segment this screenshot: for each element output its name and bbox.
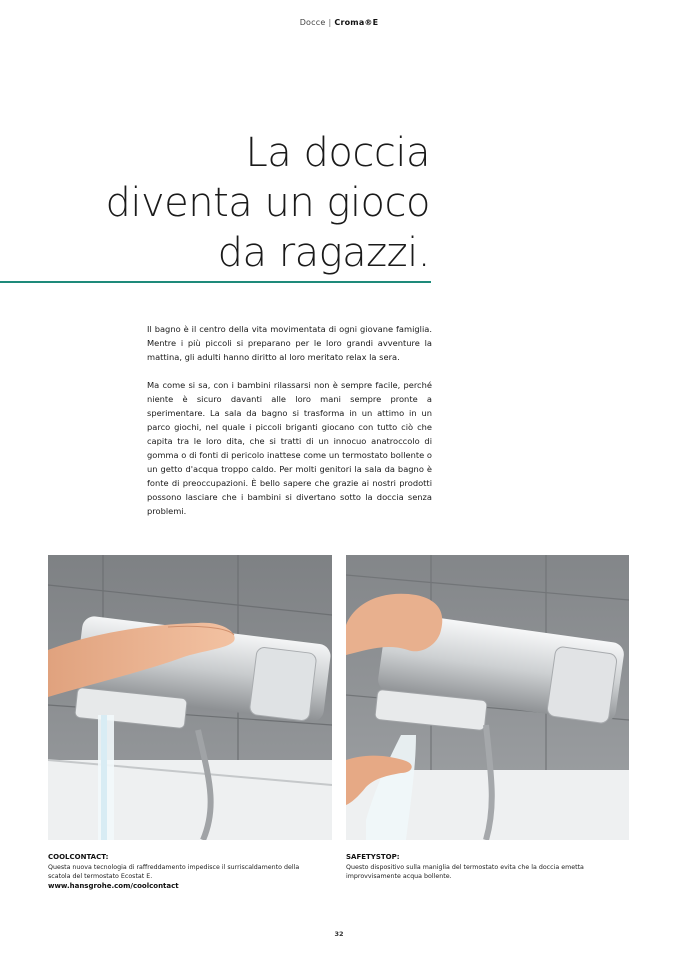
header-separator: | bbox=[328, 18, 332, 27]
page-title bbox=[60, 128, 430, 278]
header-section: Docce bbox=[299, 18, 326, 27]
coolcontact-link[interactable]: www.hansgrohe.com/coolcontact bbox=[48, 881, 179, 890]
page-header bbox=[0, 18, 678, 27]
page-number: 32 bbox=[334, 930, 344, 938]
body-text bbox=[147, 322, 432, 532]
body-paragraph-2: Ma come si sa, con i bambini rilassarsi non è sempre facile, perché niente è sicuro davanti alle loro mani sempre pronte a sperimentare. La sala da bagno si trasforma in un attimo in un parco giochi, nel quale i piccoli briganti giocano con tutto ciò che capita tra le loro dita, che si tratti di un innocuo anatroccolo di gomma o di fonti di pericolo inattese come un termostato bollente o un getto d'acqua troppo caldo. Per molti genitori la sala da bagno è fonte di preoccupazioni. È bello sapere che grazie ai nostri prodotti possono lasciare che i bambini si divertano sotto la doccia senza problemi. bbox=[147, 380, 432, 516]
coolcontact-text: Questa nuova tecnologia di raffreddamento impedisce il surriscaldamento della scatola del termostato Ecostat E. bbox=[48, 863, 300, 880]
safetystop-photo bbox=[346, 555, 629, 840]
title-line-3: da ragazzi. bbox=[217, 230, 430, 276]
safetystop-caption bbox=[346, 853, 628, 882]
coolcontact-caption bbox=[48, 853, 318, 891]
header-brand: Croma®E bbox=[334, 18, 379, 27]
title-line-1: La doccia bbox=[245, 130, 430, 176]
coolcontact-photo bbox=[48, 555, 332, 840]
safetystop-title: SAFETYSTOP: bbox=[346, 853, 400, 861]
title-line-2: diventa un gioco bbox=[105, 180, 430, 226]
body-paragraph-1: Il bagno è il centro della vita movimentata di ogni giovane famiglia. Mentre i più piccoli si preparano per le loro grandi avventure la mattina, gli adulti hanno diritto al loro meritato relax la sera. bbox=[147, 324, 432, 362]
safetystop-text: Questo dispositivo sulla maniglia del termostato evita che la doccia emetta improvvisamente acqua bollente. bbox=[346, 863, 584, 880]
accent-rule bbox=[0, 281, 431, 283]
coolcontact-title: COOLCONTACT: bbox=[48, 853, 109, 861]
